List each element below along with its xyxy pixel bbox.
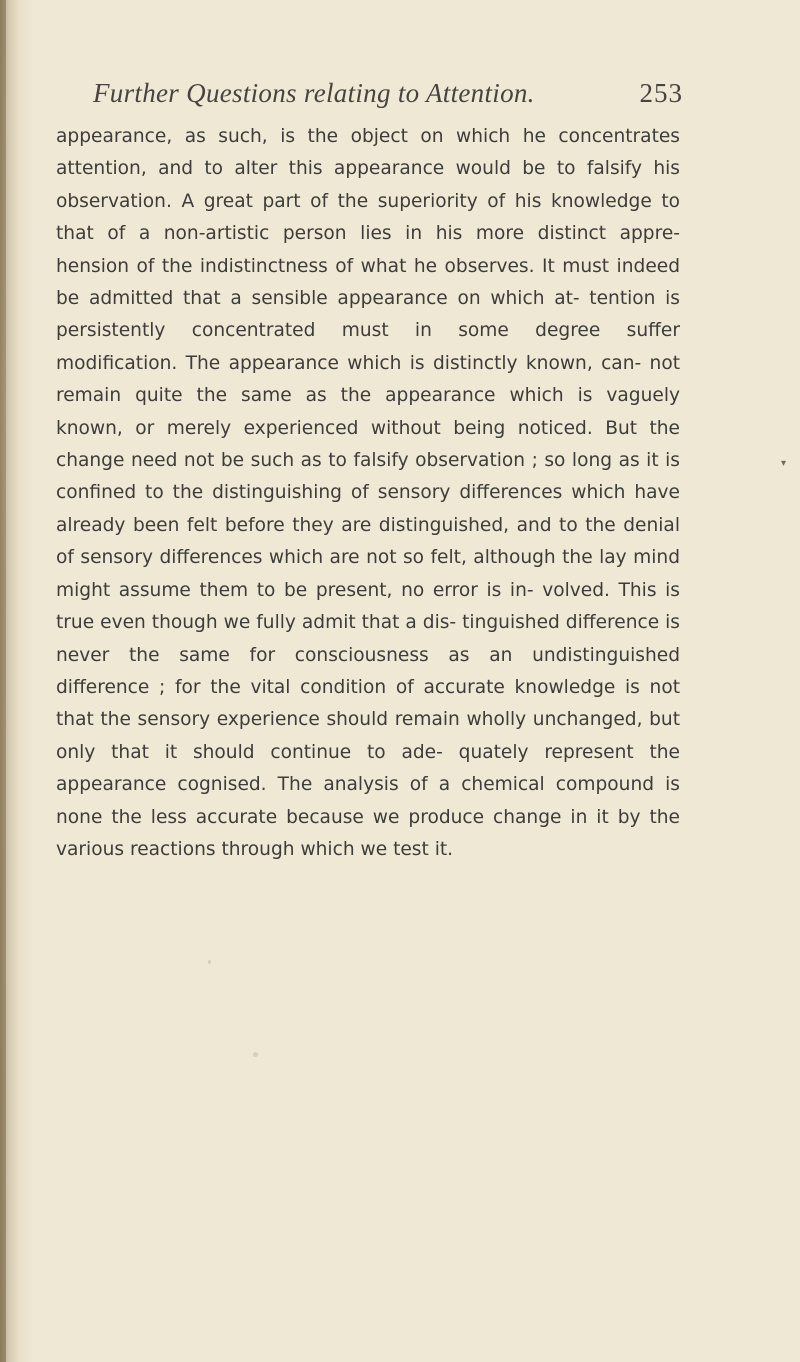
running-title: Further Questions relating to Attention. [93, 78, 535, 108]
paper-speck [208, 960, 211, 964]
running-head [93, 78, 683, 118]
paper-speck [253, 1052, 258, 1057]
page-binding-shadow [0, 0, 34, 1362]
margin-mark: ▾ [781, 458, 787, 469]
body-paragraph: appearance, as such, is the object on which he concentrates attention, and to alter this appearance would be to falsify his observation. A great part of the superiority of his knowledge to that of a non-artistic person lies in his more distinct appre- hension of the indistinctness of what he observes. It must indeed be admitted that a sensible appearance on which at- tention is persistently concentrated must in some degree suffer modification. The appearance which is distinctly known, can- not remain quite the same as the appearance which is vaguely known, or merely experienced without being noticed. But the change need not be such as to falsify observation ; so long as it is confined to the distinguishing of sensory differences which have already been felt before they are distinguished, and to the denial of sensory differences which are not so felt, although the lay mind might assume them to be present, no error is in- volved. This is true even though we fully admit that a dis- tinguished difference is never the same for consciousness as an undistinguished difference ; for the vital condition of accurate knowledge is not that the sensory experience should remain wholly unchanged, but only that it should continue to ade- quately represent the appearance cognised. The analysis of a chemical compound is none the less accurate because we produce change in it by the various reactions through which we test it. [56, 126, 680, 860]
page-number: 253 [639, 78, 683, 108]
